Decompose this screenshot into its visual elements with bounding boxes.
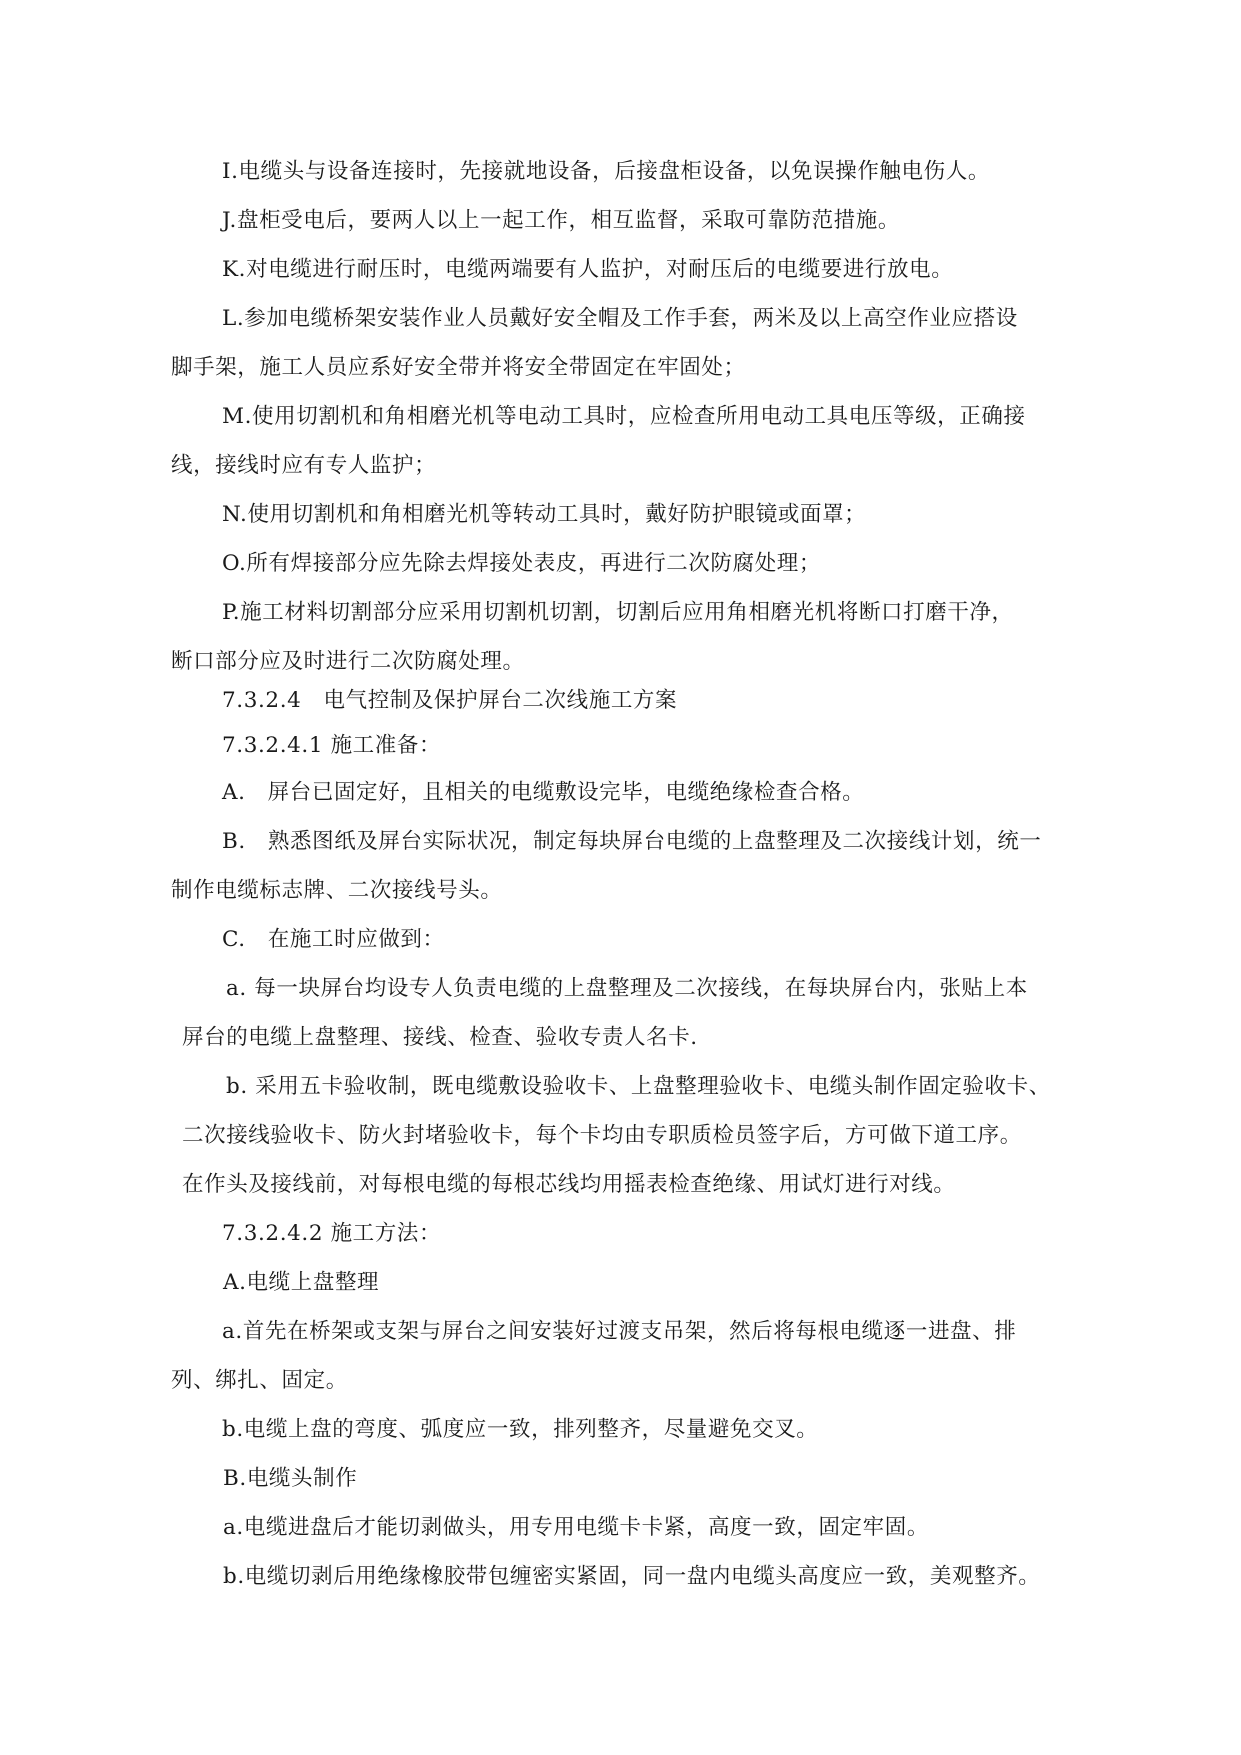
prep-subitem-b-continuation-1: 二次接线验收卡、防火封堵验收卡，每个卡均由专职质检员签字后，方可做下道工序。 <box>182 1123 1022 1148</box>
prep-subitem-a: a. 每一块屏台均设专人负责电缆的上盘整理及二次接线，在每块屏台内，张贴上本 <box>226 976 1028 1001</box>
item-n-text: N.使用切割机和角相磨光机等转动工具时，戴好防护眼镜或面罩； <box>222 502 867 527</box>
prep-item-c: C. 在施工时应做到： <box>222 927 445 952</box>
item-i-text: I.电缆头与设备连接时，先接就地设备，后接盘柜设备，以免误操作触电伤人。 <box>222 159 990 184</box>
item-p-continuation: 断口部分应及时进行二次防腐处理。 <box>171 649 525 674</box>
item-k-text: K.对电缆进行耐压时，电缆两端要有人监护，对耐压后的电缆要进行放电。 <box>222 257 954 282</box>
prep-item-a: A. 屏台已固定好，且相关的电缆敷设完毕，电缆绝缘检查合格。 <box>222 780 865 805</box>
method-a-item-a-continuation: 列、绑扎、固定。 <box>171 1368 348 1393</box>
item-o-text: O.所有焊接部分应先除去焊接处表皮，再进行二次防腐处理； <box>222 551 822 576</box>
method-a-item-b: b.电缆上盘的弯度、弧度应一致，排列整齐，尽量避免交叉。 <box>222 1417 819 1442</box>
item-p-text: P.施工材料切割部分应采用切割机切割，切割后应用角相磨光机将断口打磨干净， <box>222 600 1014 625</box>
item-j-text: J.盘柜受电后，要两人以上一起工作，相互监督，采取可靠防范措施。 <box>222 208 900 233</box>
method-b-item-a: a.电缆进盘后才能切剥做头，用专用电缆卡卡紧，高度一致，固定牢固。 <box>223 1515 929 1540</box>
method-b-item-b: b.电缆切剥后用绝缘橡胶带包缠密实紧固，同一盘内电缆头高度应一致，美观整齐。 <box>223 1564 1041 1589</box>
prep-item-b-continuation: 制作电缆标志牌、二次接线号头。 <box>171 878 503 903</box>
prep-subitem-b-continuation-2: 在作头及接线前，对每根电缆的每根芯线均用摇表检查绝缘、用试灯进行对线。 <box>182 1172 956 1197</box>
item-m-continuation: 线，接线时应有专人监护； <box>171 453 437 478</box>
prep-subitem-b: b. 采用五卡验收制，既电缆敷设验收卡、上盘整理验收卡、电缆头制作固定验收卡、 <box>226 1074 1051 1099</box>
section-heading-7-3-2-4: 7.3.2.4 电气控制及保护屏台二次线施工方案 <box>222 688 678 713</box>
prep-item-b: B. 熟悉图纸及屏台实际状况，制定每块屏台电缆的上盘整理及二次接线计划，统一 <box>222 829 1042 854</box>
item-l-continuation: 脚手架，施工人员应系好安全带并将安全带固定在牢固处； <box>171 355 746 380</box>
method-heading-a: A.电缆上盘整理 <box>223 1270 380 1295</box>
subsection-heading-7-3-2-4-1: 7.3.2.4.1 施工准备： <box>222 733 442 758</box>
method-a-item-a: a.首先在桥架或支架与屏台之间安装好过渡支吊架，然后将每根电缆逐一进盘、排 <box>222 1319 1017 1344</box>
item-m-text: M.使用切割机和角相磨光机等电动工具时，应检查所用电动工具电压等级，正确接 <box>222 404 1026 429</box>
prep-subitem-a-continuation: 屏台的电缆上盘整理、接线、检查、验收专责人名卡. <box>182 1025 698 1050</box>
subsection-heading-7-3-2-4-2: 7.3.2.4.2 施工方法： <box>222 1221 442 1246</box>
method-heading-b: B.电缆头制作 <box>223 1466 358 1491</box>
item-l-text: L.参加电缆桥架安装作业人员戴好安全帽及工作手套，两米及以上高空作业应搭设 <box>222 306 1018 331</box>
